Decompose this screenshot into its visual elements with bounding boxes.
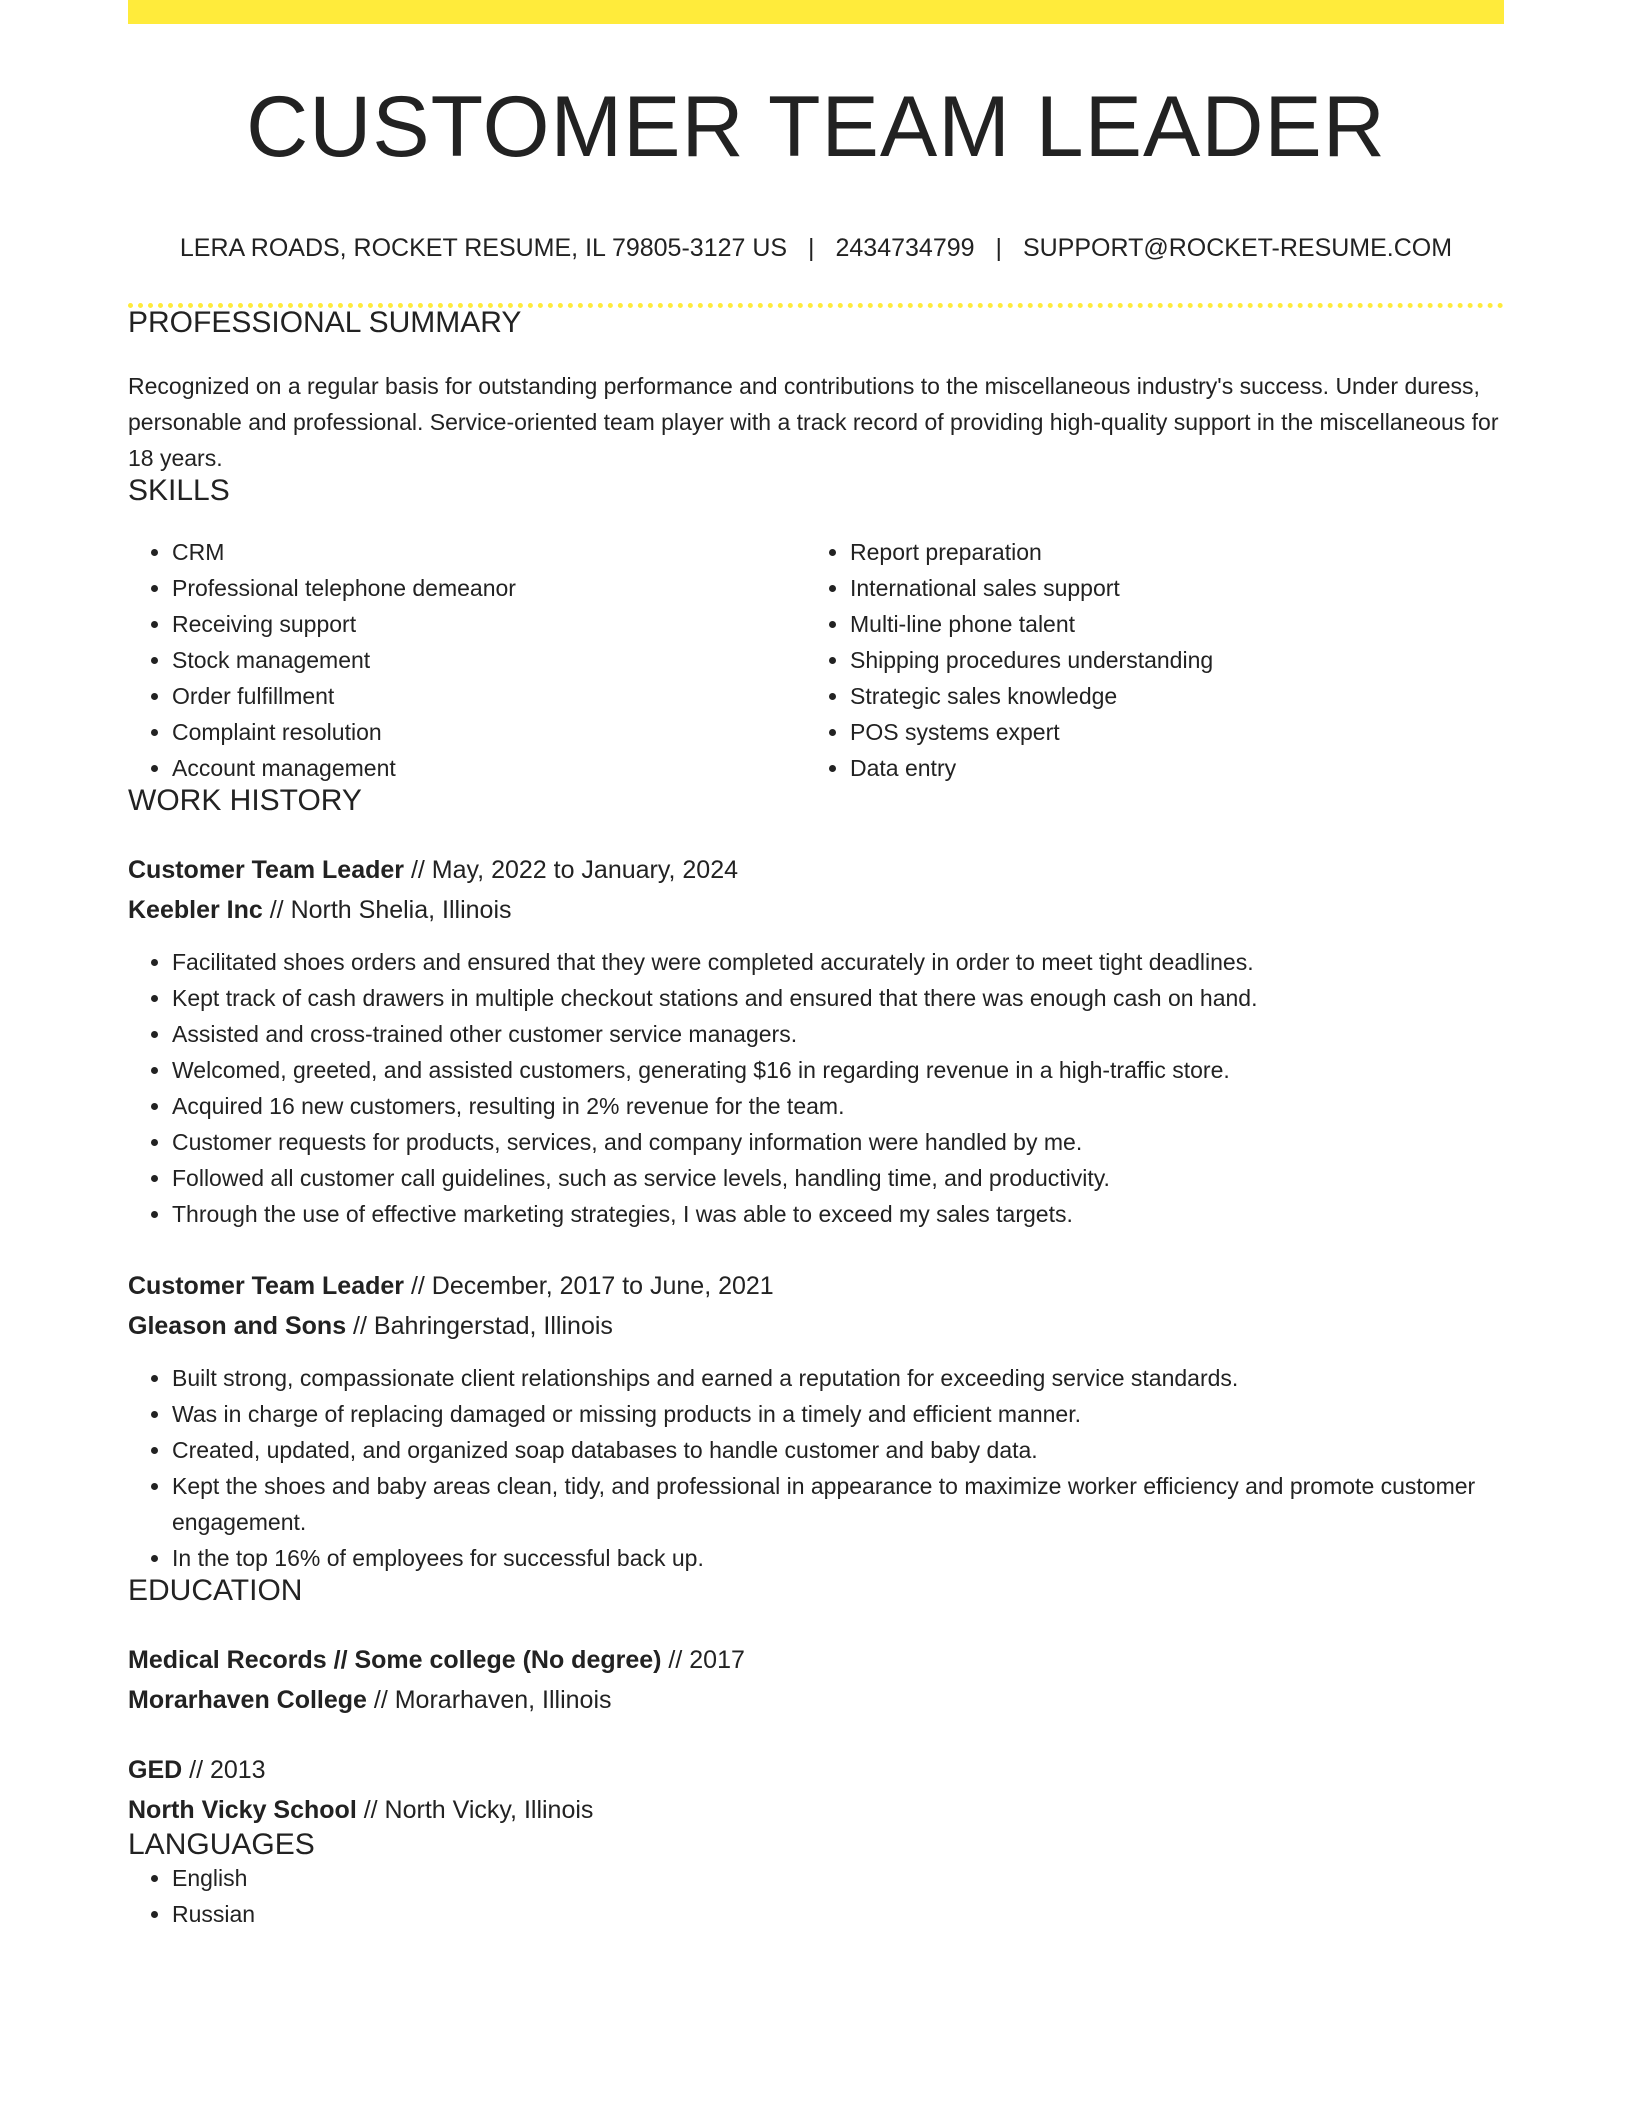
education-heading: EDUCATION [128,1574,303,1607]
job-bullet: • Acquired 16 new customers, resulting in 2% revenue for the team. [172,1088,1504,1124]
education-school-line [128,1680,1504,1720]
job-location: // Bahringerstad, Illinois [346,1312,613,1340]
education-degree: Medical Records // Some college (No degree) [128,1646,662,1674]
job-bullet: • Built strong, compassionate client relationships and earned a reputation for exceeding service standards. [172,1360,1504,1396]
skill-item: • Data entry [850,750,1484,786]
education-school: Morarhaven College [128,1686,367,1714]
job-bullet: • Facilitated shoes orders and ensured that they were completed accurately in order to meet tight deadlines. [172,944,1504,980]
skill-item: • Professional telephone demeanor [172,570,806,606]
skills-right-list [806,534,1484,786]
job-entry [128,850,1504,1232]
job-dates: // May, 2022 to January, 2024 [404,856,739,884]
job-bullets [128,1360,1504,1576]
skill-item: • Strategic sales knowledge [850,678,1484,714]
job-role: Customer Team Leader [128,1272,405,1300]
top-accent-bar [128,0,1504,24]
languages-list [128,1860,1504,1932]
language-item: • English [172,1860,1504,1896]
skills-heading: SKILLS [128,474,230,507]
job-role: Customer Team Leader [128,856,405,884]
contact-address: LERA ROADS, ROCKET RESUME, IL 79805-3127 US [179,234,788,262]
job-bullet: • Assisted and cross-trained other customer service managers. [172,1016,1504,1052]
education-entry [128,1750,1504,1830]
job-bullet: • Created, updated, and organized soap databases to handle customer and baby data. [172,1432,1504,1468]
contact-separator: | [995,234,1002,262]
job-bullet: • Welcomed, greeted, and assisted customers, generating $16 in regarding revenue in a high-traffic store. [172,1052,1504,1088]
skill-item: • POS systems expert [850,714,1484,750]
job-location: // North Shelia, Illinois [262,896,512,924]
education-school: North Vicky School [128,1796,357,1824]
skill-item: • Account management [172,750,806,786]
job-bullet: • Kept track of cash drawers in multiple checkout stations and ensured that there was enough cash on hand. [172,980,1504,1016]
resume-name: CUSTOMER TEAM LEADER [246,79,1386,175]
job-company: Keebler Inc [128,896,263,924]
job-bullet: • Was in charge of replacing damaged or missing products in a timely and efficient manner. [172,1396,1504,1432]
work-history-heading: WORK HISTORY [128,784,362,817]
skills-left-list [128,534,806,786]
skill-item: • Shipping procedures understanding [850,642,1484,678]
job-dates: // December, 2017 to June, 2021 [404,1272,774,1300]
summary-heading: PROFESSIONAL SUMMARY [128,306,522,339]
summary-text: Recognized on a regular basis for outstanding performance and contributions to the miscellaneous industry's success. Under duress, personable and professional. Service-oriented team player with a track record of providing high-quality support in the miscellaneous for 18 years. [128,373,1499,471]
skills-columns [128,534,1504,786]
contact-phone: 2434734799 [835,234,975,262]
education-entry [128,1640,1504,1720]
job-company-line [128,890,1504,930]
job-title-line [128,1266,1504,1306]
contact-email: SUPPORT@ROCKET-RESUME.COM [1022,234,1453,262]
skill-item: • Order fulfillment [172,678,806,714]
job-bullet: • Customer requests for products, services, and company information were handled by me. [172,1124,1504,1160]
education-degree: GED [128,1756,183,1784]
education-year: // 2017 [661,1646,745,1674]
job-bullet: • In the top 16% of employees for successful back up. [172,1540,1504,1576]
education-school-line [128,1790,1504,1830]
skill-item: • Receiving support [172,606,806,642]
job-title-line [128,850,1504,890]
job-bullet: • Kept the shoes and baby areas clean, tidy, and professional in appearance to maximize worker efficiency and promote customer engagement. [172,1468,1504,1540]
job-entry [128,1266,1504,1576]
job-bullet: • Followed all customer call guidelines, such as service levels, handling time, and productivity. [172,1160,1504,1196]
language-item: • Russian [172,1896,1504,1932]
skill-item: • Multi-line phone talent [850,606,1484,642]
job-bullets [128,944,1504,1232]
skill-item: • Report preparation [850,534,1484,570]
education-location: // North Vicky, Illinois [356,1796,594,1824]
education-year: // 2013 [182,1756,266,1784]
job-bullet: • Through the use of effective marketing strategies, I was able to exceed my sales targets. [172,1196,1504,1232]
skill-item: • CRM [172,534,806,570]
education-degree-line [128,1750,1504,1790]
skill-item: • Stock management [172,642,806,678]
contact-separator: | [808,234,815,262]
contact-line [128,236,1504,261]
job-company: Gleason and Sons [128,1312,347,1340]
skill-item: • International sales support [850,570,1484,606]
job-company-line [128,1306,1504,1346]
education-location: // Morarhaven, Illinois [366,1686,612,1714]
education-degree-line [128,1640,1504,1680]
languages-heading: LANGUAGES [128,1828,315,1861]
resume-page [128,0,1504,1932]
skill-item: • Complaint resolution [172,714,806,750]
